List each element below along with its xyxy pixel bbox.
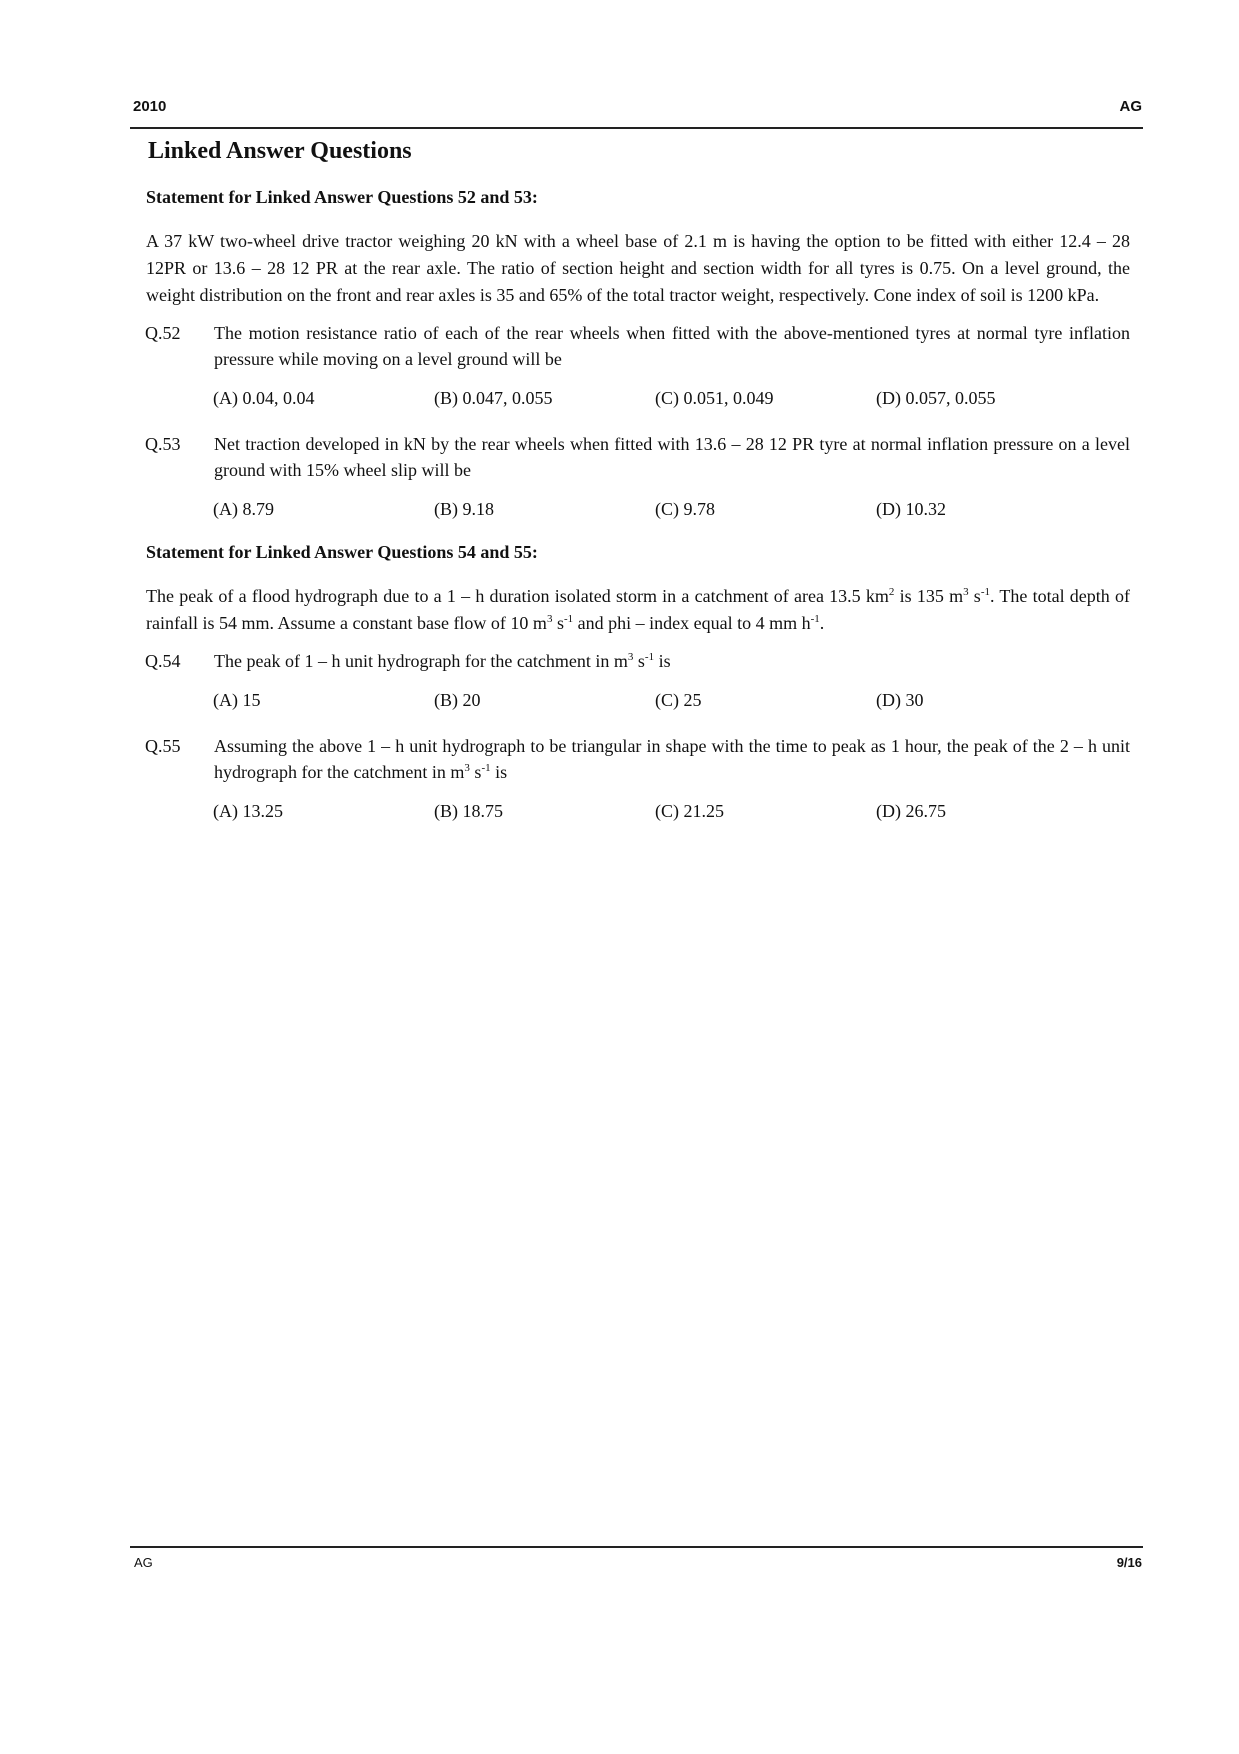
question-number: Q.52 xyxy=(145,323,181,343)
question-52 xyxy=(145,320,1130,372)
question-text xyxy=(214,648,1130,674)
question-number: Q.53 xyxy=(145,434,181,454)
page-content xyxy=(145,138,1130,844)
question-55 xyxy=(145,733,1130,785)
statement-text: s xyxy=(552,613,564,633)
superscript: -1 xyxy=(481,762,491,774)
statement-heading-54-55: Statement for Linked Answer Questions 54 and 55: xyxy=(146,542,538,562)
superscript: 3 xyxy=(627,651,634,663)
option-c: (C) 0.051, 0.049 xyxy=(655,388,774,408)
question-text-part: s xyxy=(633,651,645,671)
superscript: 2 xyxy=(888,586,895,598)
statement-text: . The total depth of rainfall is 54 mm. Assume a constant base flow of 10 m xyxy=(146,586,1130,633)
question-text-part: s xyxy=(469,762,482,782)
statement-52-53: A 37 kW two-wheel drive tractor weighing 20 kN with a wheel base of 2.1 m is having the option to be fitted with either 12.4 – 28 12PR or 13.6 – 28 12 PR at the rear axle. The ratio of section height and section width for all tyres is 0.75. On a level ground, the weight distribution on the front and rear axles is 35 and 65% of the total tractor weight, respectively. Cone index of soil is 1200 kPa. xyxy=(146,231,1130,305)
option-c: (C) 9.78 xyxy=(655,499,715,519)
option-c: (C) 25 xyxy=(655,690,702,710)
option-a: (A) 13.25 xyxy=(213,801,283,821)
options-53 xyxy=(213,499,1130,520)
question-number: Q.55 xyxy=(145,736,181,756)
option-b: (B) 20 xyxy=(434,690,481,710)
question-text-part: Assuming the above 1 – h unit hydrograph to be triangular in shape with the time to peak as 1 hour, the peak of the 2 – h unit hydrograph for the catchment in m xyxy=(214,736,1130,782)
statement-text: . xyxy=(819,613,825,633)
superscript: -1 xyxy=(644,651,655,663)
option-d: (D) 10.32 xyxy=(876,499,946,519)
superscript: 3 xyxy=(464,762,470,774)
superscript: -1 xyxy=(563,613,574,625)
question-number: Q.54 xyxy=(145,651,181,671)
question-text: The motion resistance ratio of each of the rear wheels when fitted with the above-mentioned tyres at normal tyre inflation pressure while moving on a level ground will be xyxy=(214,323,1130,369)
statement-text: is 135 m xyxy=(894,586,964,606)
option-d: (D) 26.75 xyxy=(876,801,946,821)
question-text xyxy=(214,733,1130,785)
question-54 xyxy=(145,648,1130,674)
options-52 xyxy=(213,388,1130,409)
option-a: (A) 0.04, 0.04 xyxy=(213,388,315,408)
statement-heading-52-53: Statement for Linked Answer Questions 52 and 53: xyxy=(146,187,538,207)
page-number: 9/16 xyxy=(1116,1555,1142,1570)
option-b: (B) 18.75 xyxy=(434,801,503,821)
question-text-part: is xyxy=(654,651,671,671)
question-53 xyxy=(145,431,1130,483)
statement-54-55 xyxy=(146,583,1130,637)
option-b: (B) 0.047, 0.055 xyxy=(434,388,553,408)
question-text-part: The peak of 1 – h unit hydrograph for the catchment in m xyxy=(214,651,628,671)
option-b: (B) 9.18 xyxy=(434,499,494,519)
footer-rule xyxy=(130,1546,1143,1548)
header-rule xyxy=(130,127,1143,129)
header-year: 2010 xyxy=(133,98,167,115)
options-54 xyxy=(213,690,1130,711)
question-text-part: is xyxy=(490,762,508,782)
superscript: 3 xyxy=(963,586,969,598)
option-a: (A) 8.79 xyxy=(213,499,274,519)
statement-text: s xyxy=(968,586,981,606)
statement-text: The peak of a flood hydrograph due to a 1 – h duration isolated storm in a catchment of area 13.5 km xyxy=(146,586,889,606)
options-55 xyxy=(213,801,1130,822)
option-c: (C) 21.25 xyxy=(655,801,724,821)
option-d: (D) 30 xyxy=(876,690,924,710)
question-text: Net traction developed in kN by the rear wheels when fitted with 13.6 – 28 12 PR tyre at normal inflation pressure on a level ground with 15% wheel slip will be xyxy=(214,434,1130,480)
option-a: (A) 15 xyxy=(213,690,261,710)
footer-code: AG xyxy=(134,1555,153,1570)
statement-text: and phi – index equal to 4 mm h xyxy=(573,613,811,633)
option-d: (D) 0.057, 0.055 xyxy=(876,388,996,408)
superscript: -1 xyxy=(980,586,990,598)
section-title: Linked Answer Questions xyxy=(148,138,412,164)
superscript: -1 xyxy=(810,613,820,625)
superscript: 3 xyxy=(546,613,553,625)
header-code: AG xyxy=(1119,98,1142,115)
